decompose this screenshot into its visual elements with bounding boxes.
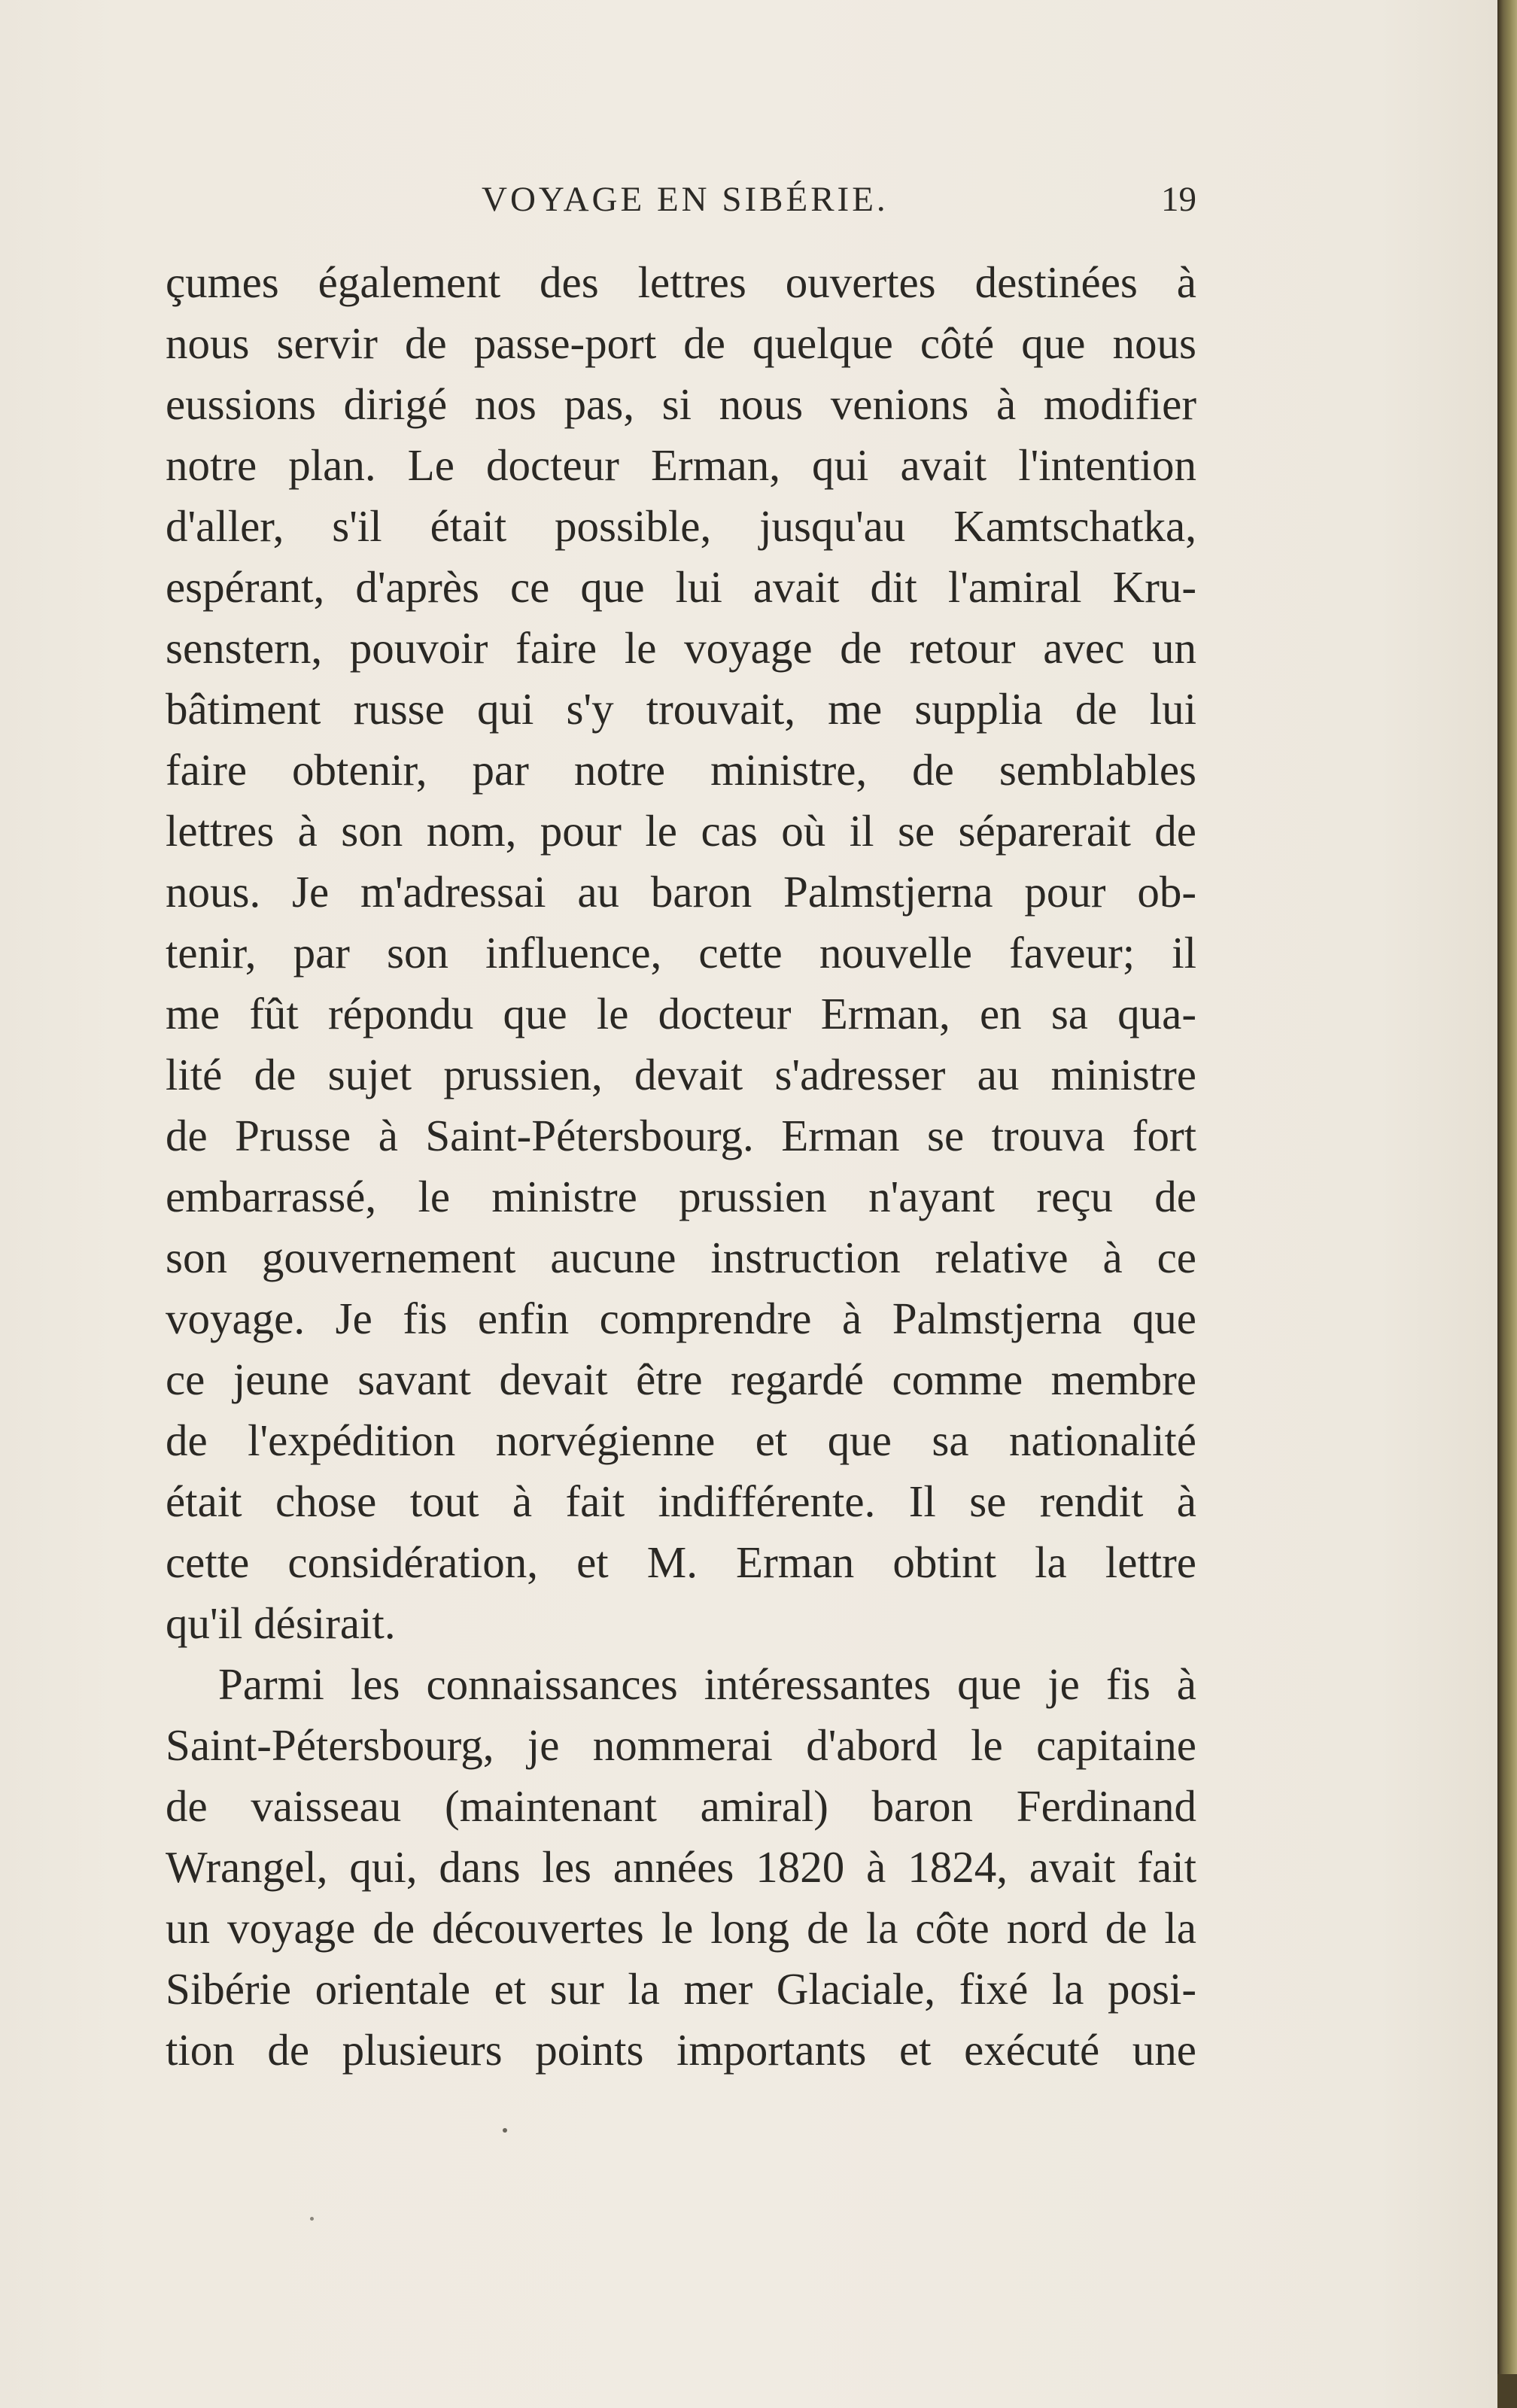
text-line: embarrassé, le ministre prussien n'ayant reçu de [166,1172,1196,1221]
paper-speck [310,2217,314,2221]
page-corner [1497,2374,1517,2408]
text-line: Parmi les connaissances intéressantes que je fis à [218,1659,1196,1709]
text-line: ce jeune savant devait être regardé comme membre [166,1354,1196,1404]
text-line: çumes également des lettres ouvertes destinées à [166,257,1196,307]
text-line: faire obtenir, par notre ministre, de semblables [166,745,1196,795]
text-line: était chose tout à fait indifférente. Il se rendit à [166,1476,1196,1526]
text-line: eussions dirigé nos pas, si nous venions à modifier [166,379,1196,429]
text-line: espérant, d'après ce que lui avait dit l'amiral Kru- [166,562,1196,612]
text-line: Saint-Pétersbourg, je nommerai d'abord le capitaine [166,1720,1196,1770]
page-number: 19 [1161,180,1196,219]
paragraph-1 [166,252,1196,1654]
text-line: lité de sujet prussien, devait s'adresser au ministre [166,1050,1196,1099]
page-edge [1497,0,1517,2408]
text-line: Sibérie orientale et sur la mer Glaciale, fixé la posi- [166,1964,1196,2014]
running-head [166,179,1196,239]
text-line: lettres à son nom, pour le cas où il se séparerait de [166,806,1196,856]
running-title: VOYAGE EN SIBÉRIE. [482,180,889,219]
text-line: de Prusse à Saint-Pétersbourg. Erman se trouva fort [166,1111,1196,1160]
text-line: nous servir de passe-port de quelque côté que nous [166,318,1196,368]
text-line: son gouvernement aucune instruction relative à ce [166,1233,1196,1282]
text-line: tion de plusieurs points importants et exécuté une [166,2025,1196,2075]
text-line: de vaisseau (maintenant amiral) baron Ferdinand [166,1781,1196,1831]
text-line: voyage. Je fis enfin comprendre à Palmstjerna que [166,1294,1196,1343]
text-line: bâtiment russe qui s'y trouvait, me supplia de lui [166,684,1196,734]
text-line: de l'expédition norvégienne et que sa nationalité [166,1415,1196,1465]
text-line: senstern, pouvoir faire le voyage de retour avec un [166,623,1196,673]
body-text [166,252,1196,2081]
text-line: Wrangel, qui, dans les années 1820 à 1824, avait fait [166,1842,1196,1892]
text-line: cette considération, et M. Erman obtint la lettre [166,1537,1196,1587]
text-line: me fût répondu que le docteur Erman, en sa qua- [166,989,1196,1038]
text-line: tenir, par son influence, cette nouvelle faveur; il [166,928,1196,977]
paper-speck [503,2128,507,2133]
text-line: notre plan. Le docteur Erman, qui avait l'intention [166,440,1196,490]
paragraph-2 [166,1654,1196,2081]
text-line: un voyage de découvertes le long de la côte nord de la [166,1903,1196,1953]
text-line: nous. Je m'adressai au baron Palmstjerna pour ob- [166,867,1196,917]
text-line: qu'il désirait. [166,1598,396,1648]
text-line: d'aller, s'il était possible, jusqu'au Kamtschatka, [166,501,1196,551]
